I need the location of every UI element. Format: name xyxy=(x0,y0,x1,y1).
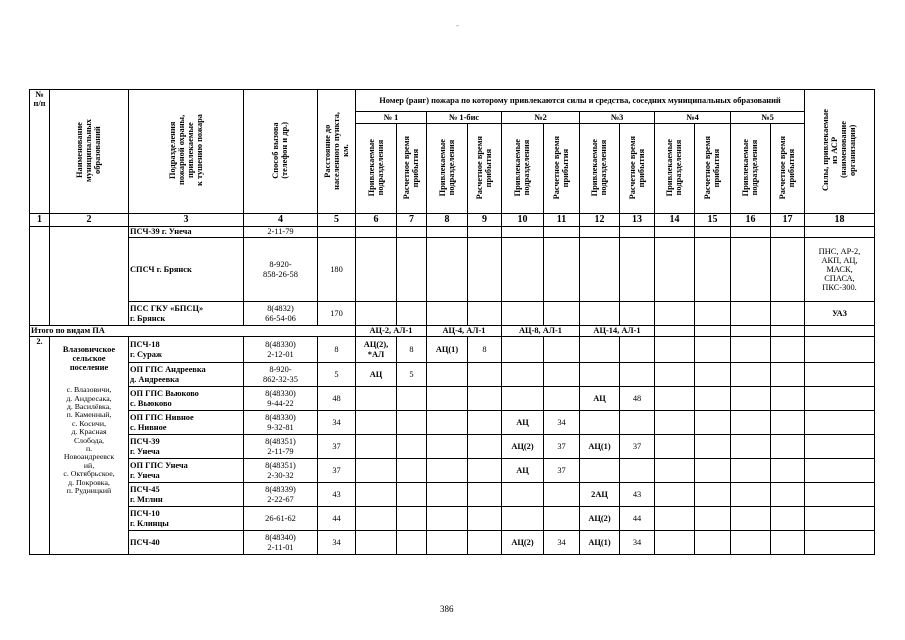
call-phone: 2-11-79 xyxy=(244,227,318,238)
call-phone: 8(48351) 2-11-79 xyxy=(244,435,318,459)
rank-3-units: АЦ(2) xyxy=(580,507,620,531)
sub-units: Привлекаемые подразделения xyxy=(731,124,771,214)
distance: 5 xyxy=(318,363,356,387)
unit-name: ОП ГПС Нивное с. Нивное xyxy=(129,411,244,435)
rank-3-units: 2АЦ xyxy=(580,483,620,507)
rank-1bis-units: АЦ(1) xyxy=(427,337,468,363)
row-number: 2. xyxy=(30,337,50,555)
sub-time: Расчетное время прибытия xyxy=(468,124,502,214)
header-row-1 xyxy=(30,90,875,112)
col-index: 1 xyxy=(30,214,50,227)
rank-2-time: 37 xyxy=(544,459,580,483)
call-phone: 8(4832) 66-54-06 xyxy=(244,302,318,326)
col-index: 18 xyxy=(805,214,875,227)
rank-2: №2 xyxy=(502,112,580,124)
col-index: 11 xyxy=(544,214,580,227)
table-row xyxy=(30,411,875,435)
col-index: 9 xyxy=(468,214,502,227)
col-index: 3 xyxy=(129,214,244,227)
col-index: 12 xyxy=(580,214,620,227)
col-index: 13 xyxy=(620,214,655,227)
table-row xyxy=(30,387,875,411)
distance: 34 xyxy=(318,411,356,435)
rank-5: №5 xyxy=(731,112,805,124)
unit-name: СПСЧ г. Брянск xyxy=(129,238,244,302)
rank-1-units: АЦ xyxy=(356,363,397,387)
rank-2-units: АЦ xyxy=(502,459,544,483)
header-units: Подразделения пожарной охраны, привлекаемые к тушению пожара xyxy=(129,90,244,214)
col-index: 15 xyxy=(695,214,731,227)
col-index: 17 xyxy=(771,214,805,227)
sub-time: Расчетное время прибытия xyxy=(620,124,655,214)
header-municipality: Наименование муниципальных образований xyxy=(50,90,129,214)
sub-time: Расчетное время прибытия xyxy=(695,124,731,214)
call-phone: 8(48330) 9-44-22 xyxy=(244,387,318,411)
rank-2-units: АЦ(2) xyxy=(502,531,544,555)
table-row xyxy=(30,227,875,238)
header-num: № п/п xyxy=(30,90,50,214)
header-asr: Силы, привлекаемые из АСР (наименование организации) xyxy=(805,90,875,214)
unit-name: ОП ГПС Вьюково с. Вьюково xyxy=(129,387,244,411)
rank-3-time: 34 xyxy=(620,531,655,555)
rank-3-units: АЦ(1) xyxy=(580,435,620,459)
rank-1bis-time: 8 xyxy=(468,337,502,363)
unit-name: ОП ГПС Унеча г. Унеча xyxy=(129,459,244,483)
table-row xyxy=(30,363,875,387)
sub-time: Расчетное время прибытия xyxy=(544,124,580,214)
sub-units: Привлекаемые подразделения xyxy=(580,124,620,214)
rank-3: №3 xyxy=(580,112,655,124)
col-index: 2 xyxy=(50,214,129,227)
call-phone: 8(48330) 2-12-01 xyxy=(244,337,318,363)
rank-3-units: АЦ xyxy=(580,387,620,411)
call-phone: 8(48330) 9-32-81 xyxy=(244,411,318,435)
rank-3-units: АЦ(1) xyxy=(580,531,620,555)
col-index: 5 xyxy=(318,214,356,227)
header-distance: Расстояние до населенного пункта, км. xyxy=(318,90,356,214)
call-phone: 8(48340) 2-11-01 xyxy=(244,531,318,555)
table-row xyxy=(30,507,875,531)
rank-4: №4 xyxy=(655,112,731,124)
rank-1: № 1 xyxy=(356,112,427,124)
totals-rank-3: АЦ-14, АЛ-1 xyxy=(580,326,655,337)
col-index: 6 xyxy=(356,214,397,227)
unit-name: ПСЧ-39 г. Унеча xyxy=(129,435,244,459)
rank-1bis: № 1-бис xyxy=(427,112,502,124)
unit-name: ПСЧ-39 г. Унеча xyxy=(129,227,244,238)
header-group: Номер (ранг) пожара по которому привлекаются силы и средства, соседних муниципальных образований xyxy=(356,90,805,112)
totals-rank-1: АЦ-2, АЛ-1 xyxy=(356,326,427,337)
rank-3-time: 37 xyxy=(620,435,655,459)
unit-name: ПСЧ-10 г. Клинцы xyxy=(129,507,244,531)
asr-forces: УАЗ xyxy=(805,302,875,326)
call-phone: 8(48339) 2-22-67 xyxy=(244,483,318,507)
sub-time: Расчетное время прибытия xyxy=(771,124,805,214)
top-mark: - xyxy=(456,20,459,30)
table-row xyxy=(30,435,875,459)
sub-units: Привлекаемые подразделения xyxy=(427,124,468,214)
municipality-name: Влазовичское сельское поселение xyxy=(62,345,116,373)
municipality-cell xyxy=(50,337,129,555)
rank-2-units: АЦ(2) xyxy=(502,435,544,459)
table-row xyxy=(30,459,875,483)
table-row xyxy=(30,302,875,326)
totals-row xyxy=(30,326,875,337)
distance: 34 xyxy=(318,531,356,555)
col-index: 14 xyxy=(655,214,695,227)
call-phone: 26-61-62 xyxy=(244,507,318,531)
sub-units: Привлекаемые подразделения xyxy=(502,124,544,214)
call-phone: 8(48351) 2-30-32 xyxy=(244,459,318,483)
table-row xyxy=(30,337,875,363)
unit-name: ПСЧ-45 г. Мглин xyxy=(129,483,244,507)
sub-units: Привлекаемые подразделения xyxy=(655,124,695,214)
asr-forces: ПНС, АР-2, АКП, АЦ, МАСК, СПАСА, ПКС-300. xyxy=(805,238,875,302)
sub-units: Привлекаемые подразделения xyxy=(356,124,397,214)
rank-2-units: АЦ xyxy=(502,411,544,435)
unit-name: ПСЧ-40 xyxy=(129,531,244,555)
rank-1-time: 5 xyxy=(397,363,427,387)
distance: 180 xyxy=(318,238,356,302)
distance: 43 xyxy=(318,483,356,507)
header-call-method: Способ вызова (телефон и др.) xyxy=(244,90,318,214)
totals-label: Итого по видам ПА xyxy=(30,326,356,337)
distance: 170 xyxy=(318,302,356,326)
distance: 44 xyxy=(318,507,356,531)
table-row xyxy=(30,238,875,302)
unit-name: ОП ГПС Андреевка д. Андреевка xyxy=(129,363,244,387)
totals-rank-1bis: АЦ-4, АЛ-1 xyxy=(427,326,502,337)
rank-3-time: 44 xyxy=(620,507,655,531)
rank-1-units: АЦ(2), *АЛ xyxy=(356,337,397,363)
col-index: 7 xyxy=(397,214,427,227)
col-index: 8 xyxy=(427,214,468,227)
col-index: 10 xyxy=(502,214,544,227)
col-index: 16 xyxy=(731,214,771,227)
rank-2-time: 37 xyxy=(544,435,580,459)
rank-2-time: 34 xyxy=(544,411,580,435)
distance: 48 xyxy=(318,387,356,411)
distance: 37 xyxy=(318,459,356,483)
forces-table xyxy=(29,89,875,555)
sub-time: Расчетное время прибытия xyxy=(397,124,427,214)
table-row xyxy=(30,531,875,555)
rank-1-time: 8 xyxy=(397,337,427,363)
distance: 8 xyxy=(318,337,356,363)
distance: 37 xyxy=(318,435,356,459)
unit-name: ПСЧ-18 г. Сураж xyxy=(129,337,244,363)
unit-name: ПСС ГКУ «БПСЦ» г. Брянск xyxy=(129,302,244,326)
settlements-list: с. Влазовичи, д. Андресака, д. Василёвка, п. Каменный, с. Косичи, д. Красная Слобода, п. Новоандреевск ий, с. Октябрьское, д. Покровка, п. Рудницкий xyxy=(63,385,115,496)
col-index: 4 xyxy=(244,214,318,227)
page-number: 386 xyxy=(440,604,454,614)
rank-3-time: 43 xyxy=(620,483,655,507)
rank-2-time: 34 xyxy=(544,531,580,555)
call-phone: 8-920- 862-32-35 xyxy=(244,363,318,387)
totals-rank-2: АЦ-8, АЛ-1 xyxy=(502,326,580,337)
table-row xyxy=(30,483,875,507)
column-index-row xyxy=(30,214,875,227)
rank-3-time: 48 xyxy=(620,387,655,411)
call-phone: 8-920- 858-26-58 xyxy=(244,238,318,302)
